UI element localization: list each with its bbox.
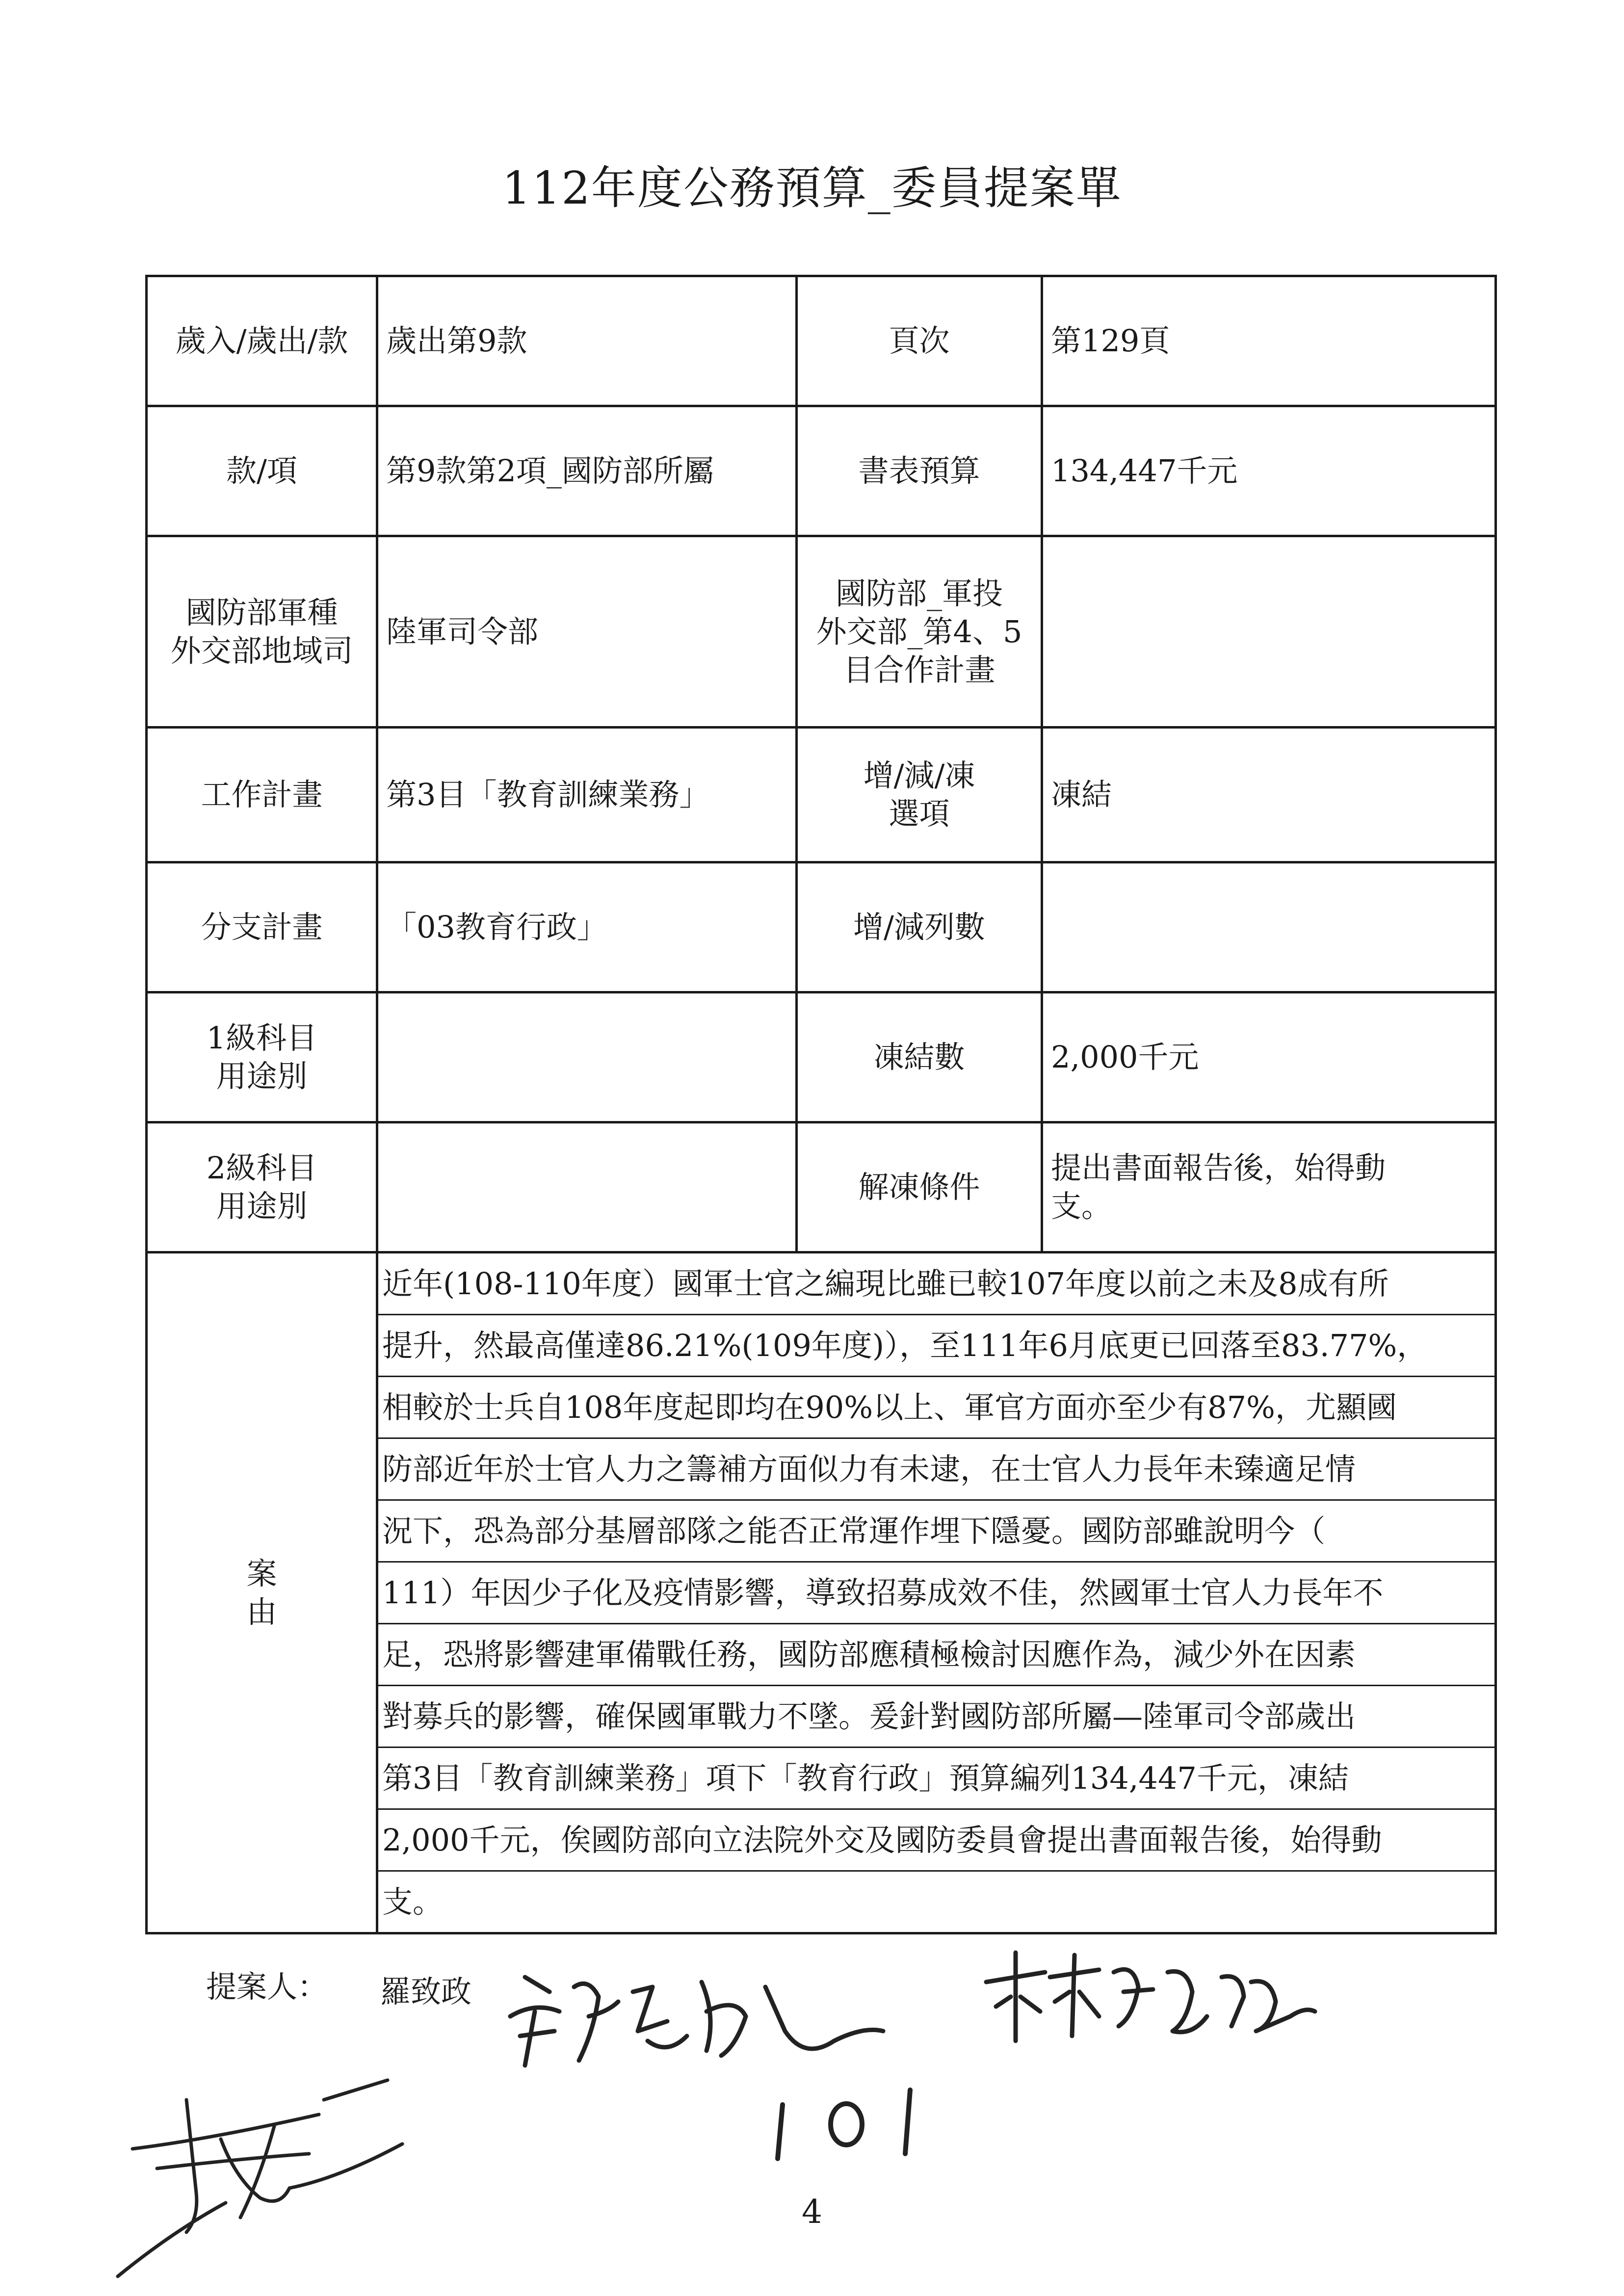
row-label: 國防部軍種 外交部地域司 [147, 536, 377, 728]
reason-label-right: 由 [246, 1593, 277, 1630]
row-value: 134,447千元 [1042, 406, 1496, 536]
handwritten-number-101 [763, 2085, 940, 2168]
row-label: 款/項 [147, 406, 377, 536]
row-label: 增/減/凍 選項 [797, 728, 1042, 862]
reason-line: 足，恐將影響建軍備戰任務，國防部應積極檢討因應作為，減少外在因素 [378, 1624, 1494, 1686]
row-label: 歲入/歲出/款 [147, 276, 377, 406]
row-label: 書表預算 [797, 406, 1042, 536]
page-number: 4 [802, 2193, 822, 2231]
reason-line: 近年(108-110年度）國軍士官之編現比雖已較107年度以前之未及8成有所 [378, 1253, 1494, 1315]
reason-text [377, 1252, 1496, 1933]
reason-line: 提升，然最高僅達86.21%(109年度)），至111年6月底更已回落至83.77%， [378, 1315, 1494, 1377]
proposer-label: 提案人： [206, 1969, 328, 2005]
form-row [147, 406, 1496, 536]
form-row [147, 276, 1496, 406]
proposer-name: 羅致政 [380, 1974, 472, 2009]
form-row [147, 536, 1496, 728]
row-value: 提出書面報告後，始得動 支。 [1042, 1122, 1496, 1252]
row-value: 第3目「教育訓練業務」 [377, 728, 797, 862]
reason-line: 2,000千元，俟國防部向立法院外交及國防委員會提出書面報告後，始得動 [378, 1810, 1494, 1872]
signature-2 [976, 1943, 1320, 2061]
reason-line: 相較於士兵自108年度起即均在90%以上、軍官方面亦至少有87%，尤顯國 [378, 1377, 1494, 1439]
row-label: 2級科目 用途別 [147, 1122, 377, 1252]
row-value [377, 1122, 797, 1252]
row-value: 第129頁 [1042, 276, 1496, 406]
row-value: 第9款第2項_國防部所屬 [377, 406, 797, 536]
reason-label-left: 案 [246, 1555, 277, 1592]
row-value: 陸軍司令部 [377, 536, 797, 728]
row-value [1042, 862, 1496, 992]
row-label: 工作計畫 [147, 728, 377, 862]
row-value [377, 992, 797, 1122]
row-value [1042, 536, 1496, 728]
form-row [147, 992, 1496, 1122]
form-row [147, 728, 1496, 862]
reason-label [147, 1252, 377, 1933]
reason-line: 對募兵的影響，確保國軍戰力不墜。爰針對國防部所屬—陸軍司令部歲出 [378, 1686, 1494, 1748]
proposal-form-table [145, 275, 1497, 1934]
reason-line: 況下，恐為部分基層部隊之能否正常運作埋下隱憂。國防部雖說明今（ [378, 1501, 1494, 1563]
document-title: 112年度公務預算_委員提案單 [502, 162, 1122, 214]
reason-line: 支。 [382, 1884, 444, 1920]
row-value: 「03教育行政」 [377, 862, 797, 992]
row-label: 分支計畫 [147, 862, 377, 992]
signature-3 [113, 2070, 417, 2281]
reason-row [147, 1252, 1496, 1933]
reason-line: 防部近年於士官人力之籌補方面似力有未逮，在士官人力長年未臻適足情 [378, 1439, 1494, 1501]
row-label: 1級科目 用途別 [147, 992, 377, 1122]
row-label: 解凍條件 [797, 1122, 1042, 1252]
form-row [147, 1122, 1496, 1252]
form-row [147, 862, 1496, 992]
row-label: 增/減列數 [797, 862, 1042, 992]
reason-line: 111）年因少子化及疫情影響，導致招募成效不佳，然國軍士官人力長年不 [378, 1563, 1494, 1624]
reason-line: 第3目「教育訓練業務」項下「教育行政」預算編列134,447千元，凍結 [378, 1748, 1494, 1810]
signature-1 [491, 1957, 893, 2085]
row-value: 歲出第9款 [377, 276, 797, 406]
row-label: 國防部_軍投 外交部_第4、5 目合作計畫 [797, 536, 1042, 728]
row-value: 2,000千元 [1042, 992, 1496, 1122]
row-value: 凍結 [1042, 728, 1496, 862]
row-label: 頁次 [797, 276, 1042, 406]
row-label: 凍結數 [797, 992, 1042, 1122]
